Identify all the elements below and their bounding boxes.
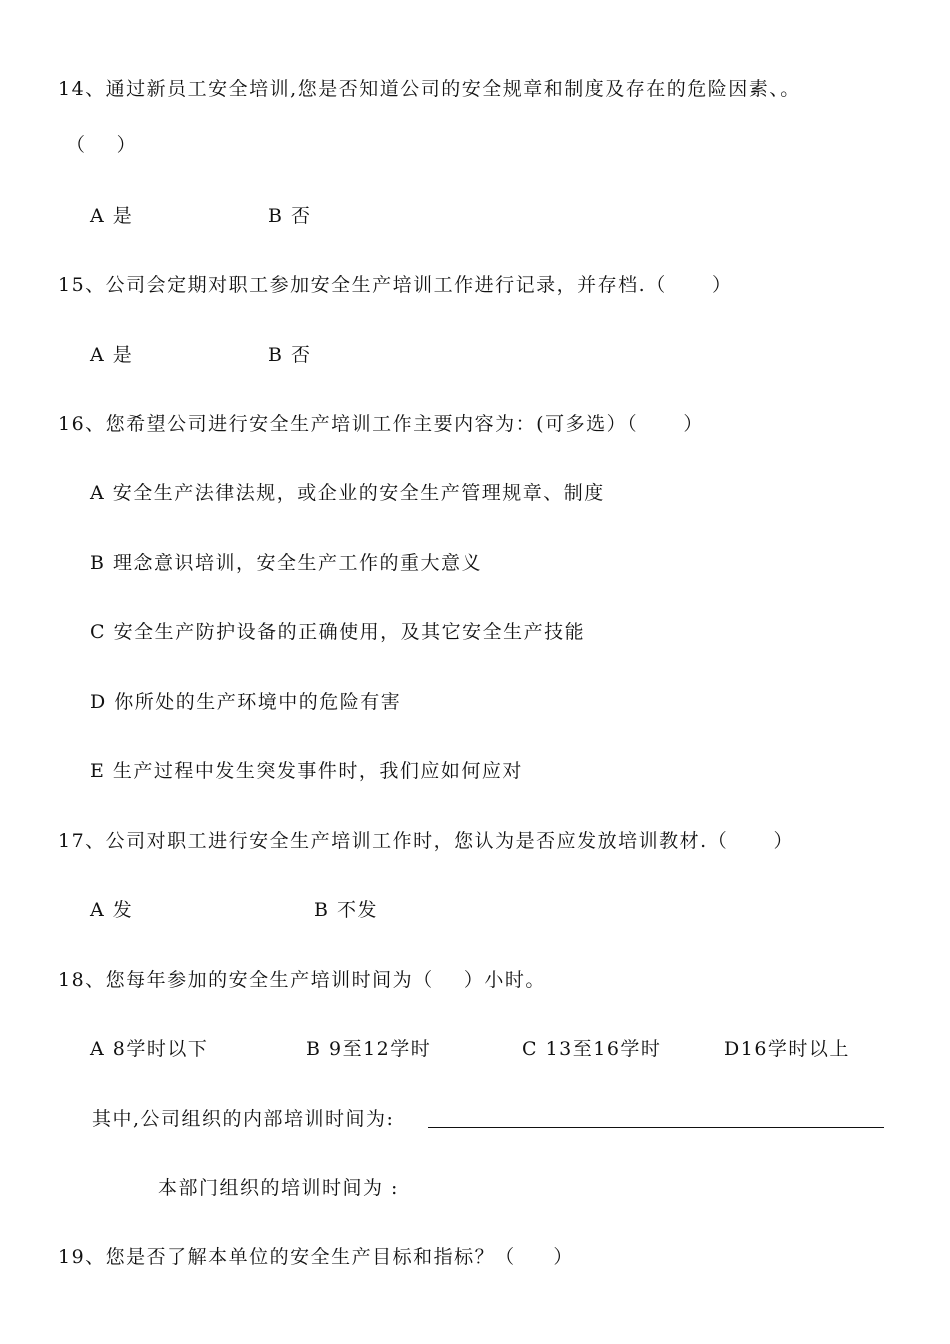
question-16-text: 16、您希望公司进行安全生产培训工作主要内容为：(可多选）（ ）: [58, 413, 704, 435]
question-14-answer-paren: （ ）: [66, 134, 138, 156]
question-18-option-a: A 8学时以下: [90, 1038, 209, 1060]
question-14-option-a: A 是: [90, 205, 134, 227]
question-17-text: 17、公司对职工进行安全生产培训工作时，您认为是否应发放培训教材.（ ）: [58, 830, 794, 852]
question-16-option-a: A 安全生产法律法规，或企业的安全生产管理规章、制度: [90, 482, 605, 504]
question-18-option-c: C 13至16学时: [522, 1038, 662, 1060]
question-15-text: 15、公司会定期对职工参加安全生产培训工作进行记录，并存档.（ ）: [58, 274, 733, 296]
question-16-option-b: B 理念意识培训，安全生产工作的重大意义: [90, 552, 483, 574]
question-15-option-b: B 否: [268, 344, 312, 366]
question-18-option-b: B 9至12学时: [306, 1038, 432, 1060]
question-19-text: 19、您是否了解本单位的安全生产目标和指标？（ ）: [58, 1246, 574, 1268]
question-17-option-a: A 发: [90, 899, 134, 921]
question-17-option-b: B 不发: [314, 899, 379, 921]
question-16-option-d: D 你所处的生产环境中的危险有害: [90, 691, 402, 713]
internal-training-label: 其中,公司组织的内部培训时间为:: [92, 1108, 395, 1130]
question-15-option-a: A 是: [90, 344, 134, 366]
department-training-label: 本部门组织的培训时间为 :: [158, 1177, 399, 1199]
question-14-text: 14、通过新员工安全培训,您是否知道公司的安全规章和制度及存在的危险因素、。: [58, 78, 801, 100]
question-18-text: 18、您每年参加的安全生产培训时间为（ ）小时。: [58, 969, 546, 991]
question-14-option-b: B 否: [268, 205, 312, 227]
question-16-option-e: E 生产过程中发生突发事件时，我们应如何应对: [90, 760, 523, 782]
question-18-option-d: D16学时以上: [724, 1038, 850, 1060]
question-16-option-c: C 安全生产防护设备的正确使用，及其它安全生产技能: [90, 621, 586, 643]
internal-training-blank-line[interactable]: [428, 1127, 884, 1128]
